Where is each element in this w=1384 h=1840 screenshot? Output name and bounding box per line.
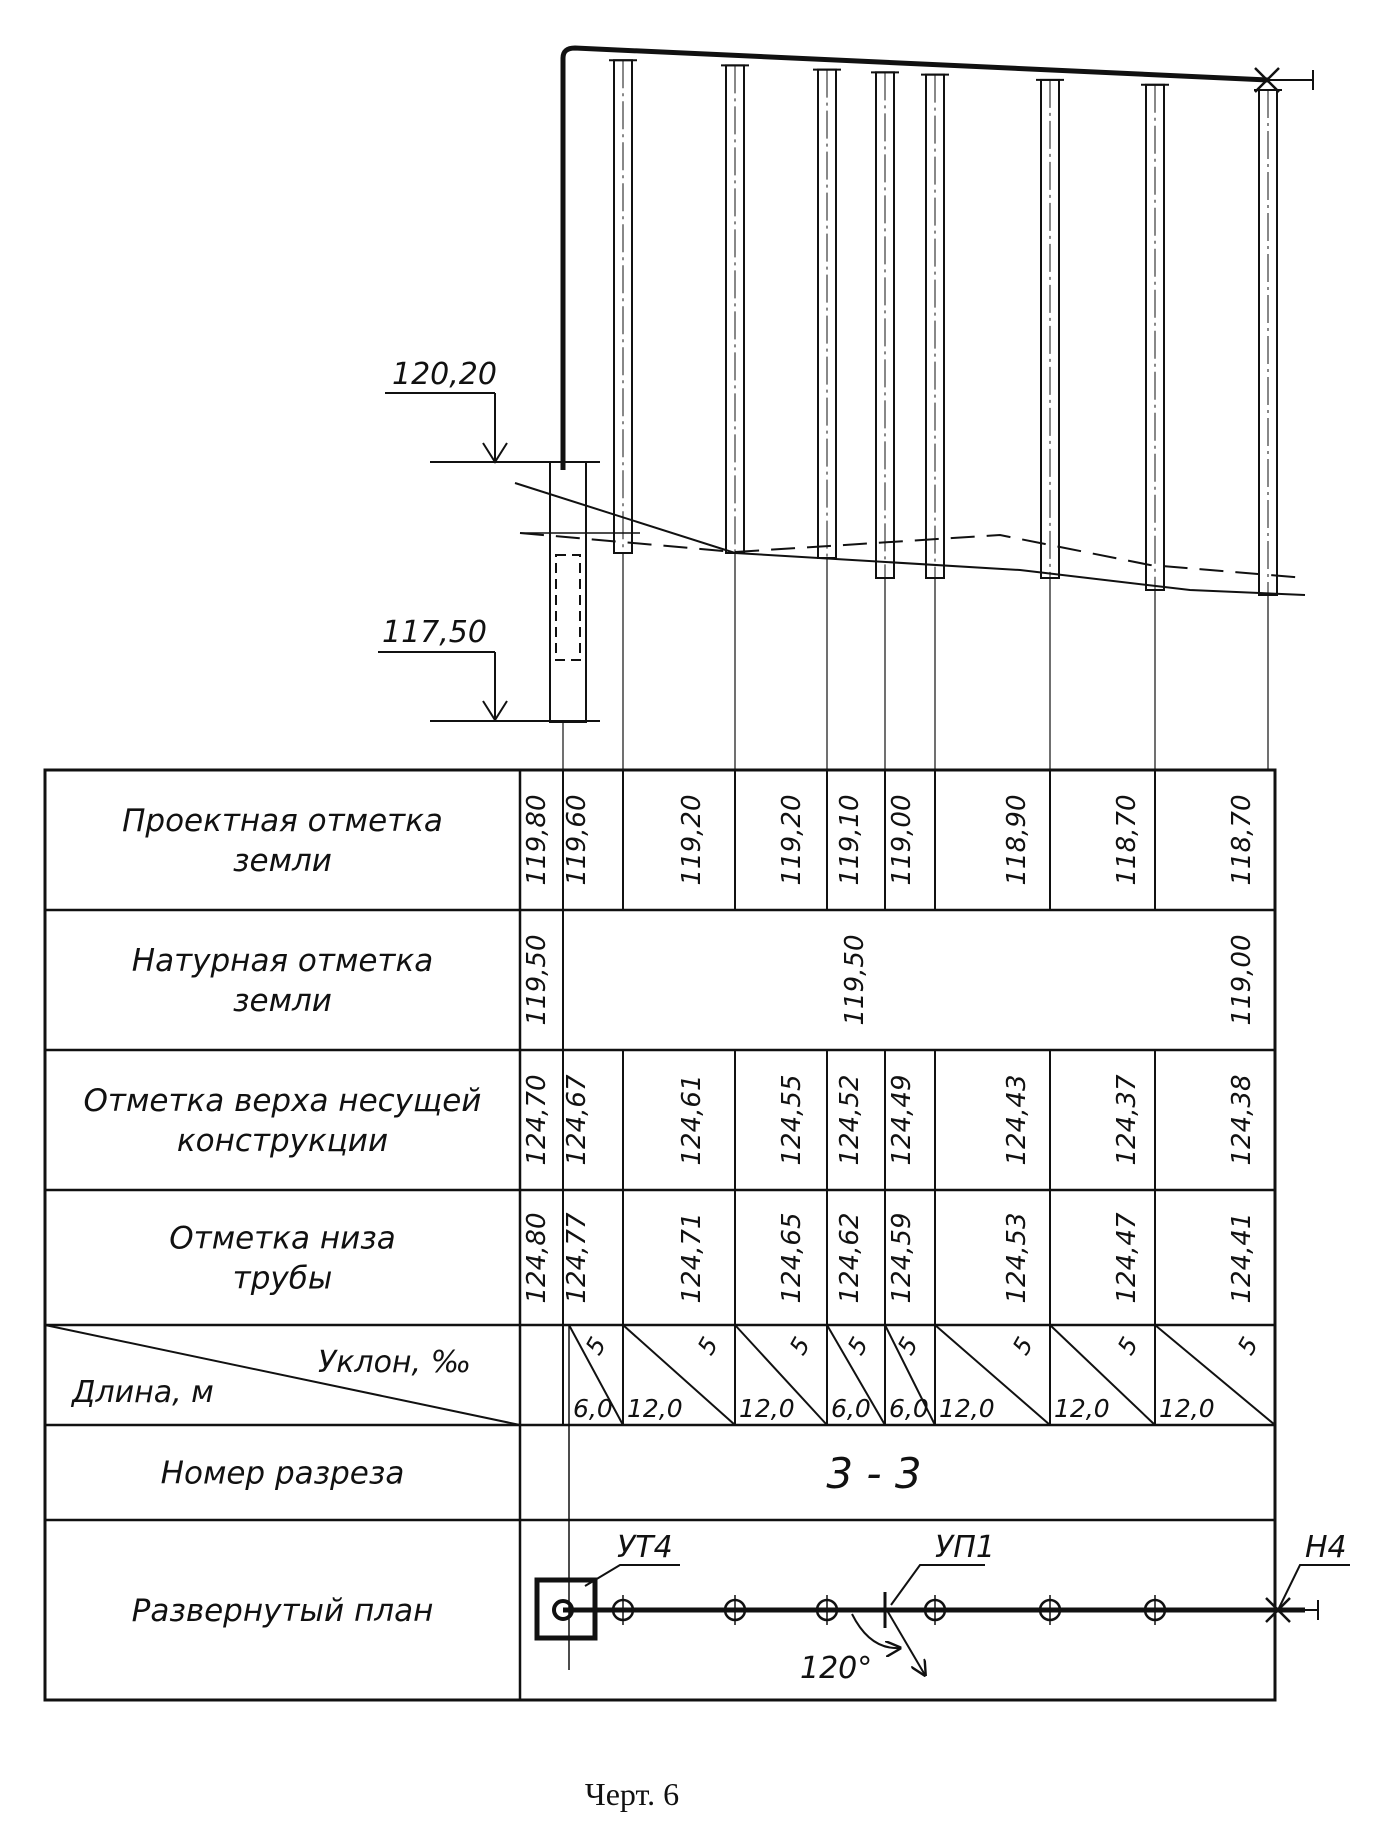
structure-top-value: 124,70 <box>522 1074 552 1166</box>
support-posts <box>563 60 1282 770</box>
design-ground-value: 118,70 <box>1227 794 1257 886</box>
slope-header-label: Уклон, ‰ <box>318 1345 472 1380</box>
segment-length-value: 12,0 <box>1054 1394 1110 1423</box>
branch-direction-arrow <box>888 1612 925 1675</box>
pipe-bottom-value: 124,53 <box>1002 1212 1032 1304</box>
segment-length-value: 12,0 <box>627 1394 683 1423</box>
angle-label: 120° <box>800 1651 873 1686</box>
design-ground-value: 118,70 <box>1112 794 1142 886</box>
segment-length-value: 6,0 <box>889 1394 929 1423</box>
chamber-inner <box>556 555 580 660</box>
start-chamber <box>550 462 586 722</box>
structure-top-value: 124,55 <box>777 1074 807 1166</box>
pipe-bottom-value: 124,77 <box>562 1212 592 1304</box>
segment-slope-value: 5 <box>1007 1332 1040 1360</box>
structure-top-value: 124,38 <box>1227 1074 1257 1166</box>
structure-top-values <box>522 1074 1257 1165</box>
structure-top-value: 124,43 <box>1002 1074 1032 1166</box>
row-label-pipe-bottom: трубы <box>232 1260 333 1297</box>
design-ground-value: 119,20 <box>677 794 707 886</box>
segment-slope-value: 5 <box>1232 1332 1265 1360</box>
length-header-label: Длина, м <box>72 1375 214 1410</box>
design-ground-value: 119,20 <box>777 794 807 886</box>
profile-view <box>378 48 1313 770</box>
structure-top-value: 124,49 <box>887 1074 917 1166</box>
segment-slope-value: 5 <box>784 1332 817 1360</box>
segment-slope-value: 5 <box>692 1332 725 1360</box>
natural-ground-value: 119,50 <box>840 934 870 1026</box>
natural-ground-value: 119,00 <box>1227 934 1257 1026</box>
ground-line-natural <box>520 533 1305 578</box>
structure-top-value: 124,67 <box>562 1074 592 1166</box>
unfolded-plan <box>537 1530 1350 1686</box>
pipe-bottom-value: 124,59 <box>887 1212 917 1304</box>
elevation-marker-bottom <box>378 615 600 721</box>
segment-slope-value: 5 <box>580 1332 613 1360</box>
slope-length-cells <box>569 1325 1275 1425</box>
row-label-section-number: Номер разреза <box>160 1455 405 1492</box>
segment-slope-value: 5 <box>842 1332 875 1360</box>
pipe-bottom-value: 124,80 <box>522 1212 552 1304</box>
end-node-label: Н4 <box>1305 1530 1347 1565</box>
pipe-bottom-value: 124,41 <box>1227 1212 1257 1304</box>
segment-slope-value: 5 <box>892 1332 925 1360</box>
design-ground-value: 118,90 <box>1002 794 1032 886</box>
design-ground-value: 119,60 <box>562 794 592 886</box>
row-label-design-ground: Проектная отметка <box>122 803 443 839</box>
pipe-line <box>563 48 1268 470</box>
design-ground-value: 119,80 <box>522 794 552 886</box>
elevation-bottom-label: 117,50 <box>382 615 487 650</box>
natural-ground-value: 119,50 <box>522 934 552 1026</box>
segment-length-value: 6,0 <box>831 1394 871 1423</box>
drawing-caption: Черт. 6 <box>584 1776 680 1812</box>
pipe-bottom-value: 124,71 <box>677 1212 707 1304</box>
row-label-natural-ground: Натурная отметка <box>131 943 434 979</box>
natural-ground-values <box>522 935 1257 1026</box>
segment-length-value: 6,0 <box>573 1394 613 1423</box>
row-label-structure-top: конструкции <box>176 1123 389 1159</box>
design-ground-values <box>522 795 1257 886</box>
elevation-top-label: 120,20 <box>392 357 497 392</box>
design-ground-value: 119,10 <box>835 794 865 886</box>
turn-node-label: УП1 <box>935 1530 995 1565</box>
segment-length-value: 12,0 <box>739 1394 795 1423</box>
row-label-plan: Развернутый план <box>131 1593 434 1629</box>
pipe-bottom-value: 124,47 <box>1112 1212 1142 1304</box>
section-number-value: 3 - 3 <box>826 1449 922 1498</box>
segment-slope-value: 5 <box>1112 1332 1145 1360</box>
pipe-bottom-value: 124,65 <box>777 1212 807 1304</box>
row-label-natural-ground: земли <box>233 983 332 1019</box>
start-node-label: УТ4 <box>617 1530 673 1565</box>
structure-top-value: 124,37 <box>1112 1074 1142 1166</box>
ground-line-design <box>515 483 1305 595</box>
row-label-structure-top: Отметка верха несущей <box>83 1083 482 1119</box>
segment-length-value: 12,0 <box>939 1394 995 1423</box>
pipe-bottom-values <box>522 1212 1257 1303</box>
row-label-design-ground: земли <box>233 843 332 879</box>
design-ground-value: 119,00 <box>887 794 917 886</box>
structure-top-value: 124,52 <box>835 1074 865 1166</box>
structure-top-value: 124,61 <box>677 1074 707 1166</box>
elevation-marker-top <box>385 357 600 462</box>
pipe-bottom-value: 124,62 <box>835 1212 865 1304</box>
profile-table <box>45 770 1350 1700</box>
row-label-pipe-bottom: Отметка низа <box>169 1220 396 1257</box>
segment-length-value: 12,0 <box>1159 1394 1215 1423</box>
